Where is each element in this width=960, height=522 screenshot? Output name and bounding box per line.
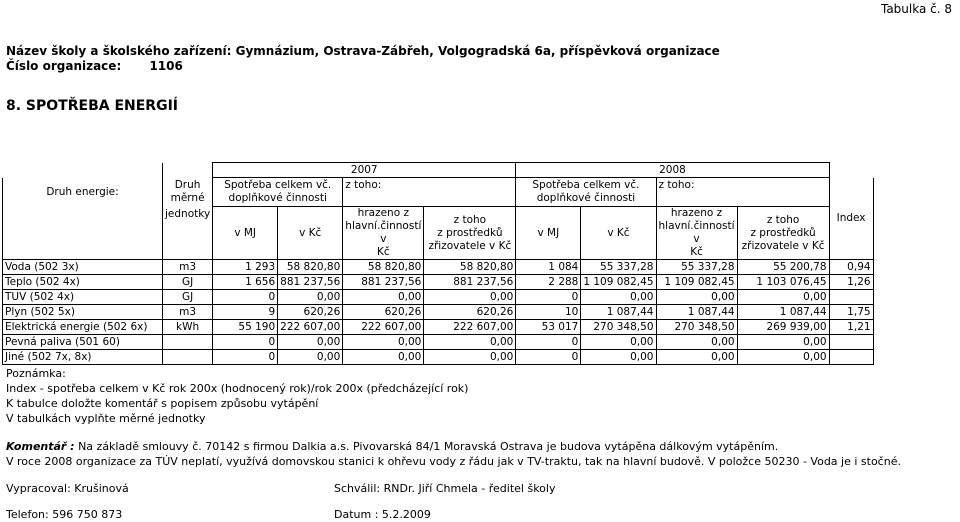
table-row [3, 290, 874, 305]
notes-line-1: Index - spotřeba celkem v Kč rok 200x (hodnocený rok)/rok 200x (předcházející rok) [6, 382, 469, 395]
table-number: Tabulka č. 8 [880, 2, 952, 16]
cell-hl08: 0,00 [656, 290, 737, 305]
date: Datum : 5.2.2009 [334, 508, 431, 521]
cell-kc08: 55 337,28 [581, 260, 656, 275]
cell-kc08: 270 348,50 [581, 320, 656, 335]
org-number: 1106 [149, 59, 183, 73]
header-spotreba-2008: Spotřeba celkem vč. doplňkové činnosti [516, 178, 656, 207]
org-label: Číslo organizace: [6, 59, 122, 73]
cell-hl07: 222 607,00 [343, 320, 424, 335]
header-vmj-2008: v MJ [516, 207, 581, 260]
header-druh-energie: Druh energie: [3, 178, 163, 207]
cell-unit [163, 350, 213, 365]
prepared-by: Vypracoval: Krušinová [6, 482, 129, 495]
org-number-label [6, 59, 183, 73]
cell-kc07: 0,00 [278, 335, 343, 350]
cell-zr08: 1 103 076,45 [737, 275, 829, 290]
year-2008: 2008 [516, 163, 829, 178]
header-vkc-2008: v Kč [581, 207, 656, 260]
cell-zr08: 0,00 [737, 335, 829, 350]
header-vmj-2007: v MJ [213, 207, 278, 260]
cell-kc08: 0,00 [581, 335, 656, 350]
cell-kc08: 0,00 [581, 290, 656, 305]
section-title: 8. SPOTŘEBA ENERGIÍ [6, 98, 178, 114]
header-ztoho-2008: z toho: [656, 178, 829, 207]
cell-hl08: 270 348,50 [656, 320, 737, 335]
notes [6, 366, 468, 426]
cell-unit [163, 335, 213, 350]
comment-label: Komentář : [6, 440, 75, 453]
school-name: Název školy a školského zařízení: Gymnázium, Ostrava-Zábřeh, Volgogradská 6a, příspěvková organizace [6, 44, 720, 58]
cell-name: Teplo (502 4x) [3, 275, 163, 290]
header-druh-merne: Druh měrné [163, 178, 213, 207]
header-ztoho-2007: z toho: [343, 178, 516, 207]
notes-line-3: V tabulkách vyplňte měrné jednotky [6, 412, 206, 425]
cell-zr07: 0,00 [424, 350, 516, 365]
header-index: Index [829, 178, 873, 260]
cell-kc07: 620,26 [278, 305, 343, 320]
cell-zr08: 0,00 [737, 290, 829, 305]
cell-zr07: 881 237,56 [424, 275, 516, 290]
cell-mj08: 0 [516, 290, 581, 305]
cell-mj07: 0 [213, 350, 278, 365]
cell-kc08: 0,00 [581, 350, 656, 365]
cell-mj08: 0 [516, 350, 581, 365]
table-row [3, 350, 874, 365]
cell-hl08: 1 109 082,45 [656, 275, 737, 290]
cell-zr07: 620,26 [424, 305, 516, 320]
cell-name: Plyn (502 5x) [3, 305, 163, 320]
cell-mj08: 0 [516, 335, 581, 350]
cell-idx: 1,75 [829, 305, 873, 320]
cell-name: Voda (502 3x) [3, 260, 163, 275]
notes-heading: Poznámka: [6, 367, 66, 380]
cell-kc07: 58 820,80 [278, 260, 343, 275]
cell-zr07: 58 820,80 [424, 260, 516, 275]
cell-zr07: 0,00 [424, 290, 516, 305]
cell-unit: GJ [163, 275, 213, 290]
cell-idx [829, 290, 873, 305]
cell-hl07: 620,26 [343, 305, 424, 320]
cell-mj07: 1 293 [213, 260, 278, 275]
cell-name: Elektrická energie (502 6x) [3, 320, 163, 335]
cell-kc07: 222 607,00 [278, 320, 343, 335]
header-vkc-2007: v Kč [278, 207, 343, 260]
cell-kc08: 1 087,44 [581, 305, 656, 320]
cell-zr07: 222 607,00 [424, 320, 516, 335]
cell-unit: m3 [163, 305, 213, 320]
comment-line-1: Na základě smlouvy č. 70142 s firmou Dalkia a.s. Pivovarská 84/1 Moravská Ostrava je budova vytápěna dálkovým vytápěním. [74, 440, 779, 453]
cell-zr07: 0,00 [424, 335, 516, 350]
table-row [3, 335, 874, 350]
comment [6, 439, 901, 469]
cell-mj08: 53 017 [516, 320, 581, 335]
cell-mj07: 0 [213, 290, 278, 305]
cell-hl07: 0,00 [343, 350, 424, 365]
table-row [3, 260, 874, 275]
cell-kc07: 0,00 [278, 290, 343, 305]
cell-unit: m3 [163, 260, 213, 275]
table-row [3, 275, 874, 290]
cell-hl07: 58 820,80 [343, 260, 424, 275]
cell-mj07: 55 190 [213, 320, 278, 335]
cell-zr08: 55 200,78 [737, 260, 829, 275]
energy-table [2, 162, 874, 365]
table-row [3, 320, 874, 335]
cell-hl08: 1 087,44 [656, 305, 737, 320]
header-row-years [3, 163, 874, 178]
cell-zr08: 269 939,00 [737, 320, 829, 335]
cell-mj07: 9 [213, 305, 278, 320]
cell-hl07: 0,00 [343, 335, 424, 350]
cell-idx: 0,94 [829, 260, 873, 275]
cell-kc08: 1 109 082,45 [581, 275, 656, 290]
header-zrizovatel-2007: z toho z prostředků zřizovatele v Kč [424, 207, 516, 260]
cell-hl07: 0,00 [343, 290, 424, 305]
header-hrazeno-2008: hrazeno z hlavní.činností v Kč [656, 207, 737, 260]
cell-mj07: 1 656 [213, 275, 278, 290]
cell-idx [829, 350, 873, 365]
cell-idx [829, 335, 873, 350]
phone: Telefon: 596 750 873 [6, 508, 123, 521]
cell-zr08: 1 087,44 [737, 305, 829, 320]
cell-hl08: 0,00 [656, 335, 737, 350]
cell-name: TUV (502 4x) [3, 290, 163, 305]
cell-mj07: 0 [213, 335, 278, 350]
cell-unit: GJ [163, 290, 213, 305]
cell-name: Pevná paliva (501 60) [3, 335, 163, 350]
cell-mj08: 10 [516, 305, 581, 320]
cell-mj08: 2 288 [516, 275, 581, 290]
header-zrizovatel-2008: z toho z prostředků zřizovatele v Kč [737, 207, 829, 260]
header-hrazeno-2007: hrazeno z hlavní.činností v Kč [343, 207, 424, 260]
cell-idx: 1,21 [829, 320, 873, 335]
comment-line-2: V roce 2008 organizace za TÚV neplatí, využívá domovskou stanici k ohřevu vody z řádu jak v TV-traktu, tak na hlavní budově. V položce 50230 - Voda je i stočné. [6, 455, 901, 468]
cell-mj08: 1 084 [516, 260, 581, 275]
cell-kc07: 881 237,56 [278, 275, 343, 290]
cell-zr08: 0,00 [737, 350, 829, 365]
cell-unit: kWh [163, 320, 213, 335]
cell-hl08: 0,00 [656, 350, 737, 365]
year-2007: 2007 [213, 163, 516, 178]
notes-line-2: K tabulce doložte komentář s popisem způsobu vytápění [6, 397, 319, 410]
header-jednotky: jednotky [163, 207, 213, 260]
cell-kc07: 0,00 [278, 350, 343, 365]
cell-name: Jiné (502 7x, 8x) [3, 350, 163, 365]
approved-by: Schválil: RNDr. Jiří Chmela - ředitel školy [334, 482, 556, 495]
cell-hl07: 881 237,56 [343, 275, 424, 290]
table-row [3, 305, 874, 320]
cell-idx: 1,26 [829, 275, 873, 290]
header-spotreba-2007: Spotřeba celkem vč. doplňkové činnosti [213, 178, 343, 207]
cell-hl08: 55 337,28 [656, 260, 737, 275]
